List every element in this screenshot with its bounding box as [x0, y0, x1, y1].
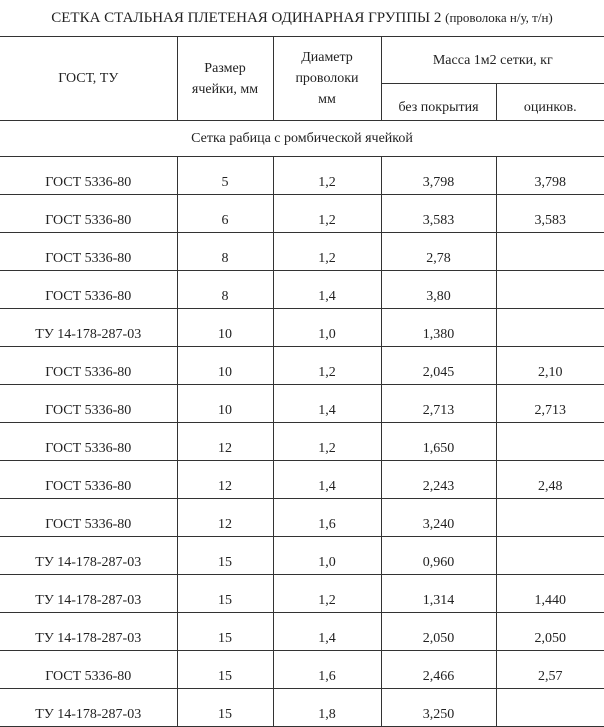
cell-mass-galvanized: [496, 689, 604, 727]
cell-diameter: 1,2: [273, 233, 381, 271]
cell-diameter: 1,2: [273, 195, 381, 233]
cell-diameter: 1,2: [273, 423, 381, 461]
cell-size: 6: [177, 195, 273, 233]
cell-mass-galvanized: [496, 309, 604, 347]
cell-size: 10: [177, 347, 273, 385]
cell-gost: ТУ 14-178-287-03: [0, 613, 177, 651]
cell-size: 15: [177, 651, 273, 689]
table-row: [0, 499, 604, 537]
cell-mass-uncoated: 1,650: [381, 423, 496, 461]
header-gost: ГОСТ, ТУ: [0, 37, 177, 121]
cell-mass-galvanized: [496, 423, 604, 461]
cell-diameter: 1,2: [273, 575, 381, 613]
table-row: [0, 613, 604, 651]
cell-mass-galvanized: [496, 271, 604, 309]
cell-mass-uncoated: 3,798: [381, 157, 496, 195]
cell-mass-galvanized: 2,48: [496, 461, 604, 499]
table-row: [0, 233, 604, 271]
cell-gost: ГОСТ 5336-80: [0, 271, 177, 309]
cell-diameter: 1,2: [273, 157, 381, 195]
header-uncoated: без покрытия: [381, 84, 496, 121]
cell-size: 5: [177, 157, 273, 195]
cell-gost: ГОСТ 5336-80: [0, 499, 177, 537]
section-title: Сетка рабица с ромбической ячейкой: [0, 121, 604, 157]
cell-gost: ТУ 14-178-287-03: [0, 309, 177, 347]
cell-diameter: 1,2: [273, 347, 381, 385]
header-mass: Масса 1м2 сетки, кг: [381, 37, 604, 84]
cell-gost: ГОСТ 5336-80: [0, 195, 177, 233]
cell-mass-uncoated: 2,243: [381, 461, 496, 499]
table-row: [0, 575, 604, 613]
cell-mass-uncoated: 2,713: [381, 385, 496, 423]
cell-mass-galvanized: [496, 233, 604, 271]
cell-size: 12: [177, 423, 273, 461]
cell-mass-galvanized: 2,10: [496, 347, 604, 385]
table-row: [0, 689, 604, 727]
cell-mass-galvanized: 2,713: [496, 385, 604, 423]
cell-mass-uncoated: 2,045: [381, 347, 496, 385]
header-cell-size: Размер ячейки, мм: [177, 37, 273, 121]
cell-gost: ГОСТ 5336-80: [0, 423, 177, 461]
cell-gost: ГОСТ 5336-80: [0, 461, 177, 499]
cell-mass-galvanized: 3,798: [496, 157, 604, 195]
cell-mass-uncoated: 3,250: [381, 689, 496, 727]
cell-diameter: 1,4: [273, 271, 381, 309]
cell-gost: ТУ 14-178-287-03: [0, 575, 177, 613]
cell-mass-uncoated: 1,380: [381, 309, 496, 347]
table-row: [0, 537, 604, 575]
cell-size: 15: [177, 689, 273, 727]
cell-mass-uncoated: 0,960: [381, 537, 496, 575]
cell-gost: ГОСТ 5336-80: [0, 651, 177, 689]
cell-gost: ГОСТ 5336-80: [0, 233, 177, 271]
cell-size: 12: [177, 461, 273, 499]
table-row: [0, 423, 604, 461]
table-row: [0, 195, 604, 233]
cell-gost: ГОСТ 5336-80: [0, 347, 177, 385]
cell-size: 10: [177, 309, 273, 347]
title-main: СЕТКА СТАЛЬНАЯ ПЛЕТЕНАЯ ОДИНАРНАЯ ГРУППЫ 2: [51, 10, 442, 26]
cell-mass-galvanized: [496, 499, 604, 537]
cell-gost: ТУ 14-178-287-03: [0, 537, 177, 575]
cell-mass-uncoated: 1,314: [381, 575, 496, 613]
cell-mass-galvanized: 2,57: [496, 651, 604, 689]
cell-mass-uncoated: 3,583: [381, 195, 496, 233]
cell-size: 8: [177, 271, 273, 309]
cell-size: 12: [177, 499, 273, 537]
cell-mass-uncoated: 3,80: [381, 271, 496, 309]
table-row: [0, 347, 604, 385]
header-wire-diameter: Диаметр проволоки мм: [273, 37, 381, 121]
header-galvanized: оцинков.: [496, 84, 604, 121]
page-title: [0, 10, 604, 27]
cell-size: 8: [177, 233, 273, 271]
table-row: [0, 385, 604, 423]
cell-mass-galvanized: 2,050: [496, 613, 604, 651]
table-body: [0, 121, 604, 727]
cell-mass-uncoated: 2,050: [381, 613, 496, 651]
table-row: [0, 651, 604, 689]
cell-gost: ГОСТ 5336-80: [0, 157, 177, 195]
cell-size: 15: [177, 613, 273, 651]
table-row: [0, 461, 604, 499]
cell-diameter: 1,4: [273, 385, 381, 423]
cell-mass-galvanized: [496, 537, 604, 575]
cell-gost: ГОСТ 5336-80: [0, 385, 177, 423]
cell-mass-galvanized: 1,440: [496, 575, 604, 613]
table-row: [0, 309, 604, 347]
cell-mass-uncoated: 2,466: [381, 651, 496, 689]
cell-diameter: 1,8: [273, 689, 381, 727]
cell-diameter: 1,0: [273, 537, 381, 575]
cell-mass-galvanized: 3,583: [496, 195, 604, 233]
table-row: [0, 271, 604, 309]
cell-diameter: 1,6: [273, 651, 381, 689]
cell-size: 10: [177, 385, 273, 423]
cell-diameter: 1,0: [273, 309, 381, 347]
cell-diameter: 1,4: [273, 461, 381, 499]
cell-diameter: 1,4: [273, 613, 381, 651]
table-row: [0, 157, 604, 195]
title-suffix: (проволока н/у, т/н): [445, 10, 553, 25]
cell-size: 15: [177, 537, 273, 575]
cell-size: 15: [177, 575, 273, 613]
spec-table: [0, 36, 604, 727]
cell-diameter: 1,6: [273, 499, 381, 537]
cell-mass-uncoated: 2,78: [381, 233, 496, 271]
cell-mass-uncoated: 3,240: [381, 499, 496, 537]
cell-gost: ТУ 14-178-287-03: [0, 689, 177, 727]
